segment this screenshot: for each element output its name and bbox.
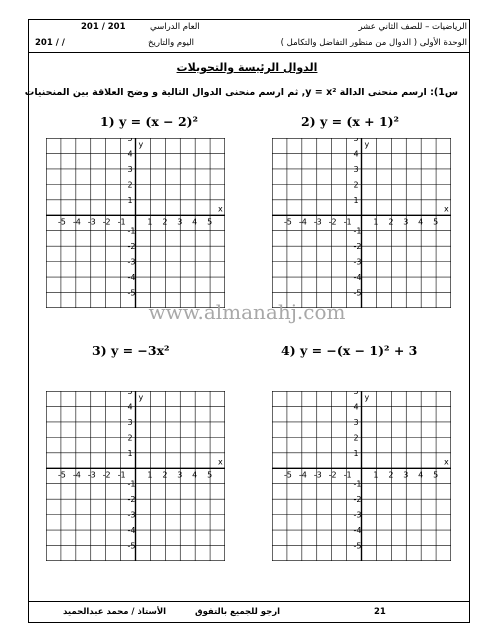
y-tick-label: -3 (353, 257, 362, 267)
x-axis-label: x (444, 457, 449, 467)
y-tick-label: -1 (353, 226, 362, 236)
y-tick-label: -1 (353, 479, 362, 489)
x-axis-label: x (218, 204, 223, 214)
y-tick-label: 2 (353, 433, 359, 443)
y-tick-label: 4 (127, 402, 133, 412)
grid-svg (272, 138, 451, 308)
y-axis-label: y (364, 140, 370, 149)
grid-svg (272, 391, 451, 561)
y-tick-label: 3 (127, 417, 133, 427)
x-tick-label: -5 (283, 217, 292, 227)
x-tick-label: 3 (403, 470, 409, 480)
x-tick-label: 1 (147, 217, 153, 227)
y-tick-label: 5 (127, 138, 133, 143)
x-tick-label: -4 (298, 217, 307, 227)
teacher-name: الأستاذ / محمد عبدالحميد (63, 607, 167, 617)
x-tick-label: 2 (162, 470, 168, 480)
x-tick-label: -4 (72, 217, 81, 227)
year-value: 201 / 201 (81, 22, 126, 32)
y-tick-label: -4 (127, 273, 136, 283)
year-label: العام الدراسي (150, 22, 200, 32)
x-tick-label: -1 (117, 470, 126, 480)
page-title (0, 61, 494, 74)
x-tick-label: 1 (373, 470, 379, 480)
x-tick-label: -3 (313, 470, 322, 480)
x-tick-label: 5 (433, 470, 439, 480)
y-tick-label: 3 (353, 164, 359, 174)
y-tick-label: -4 (127, 526, 136, 536)
x-tick-label: -3 (87, 217, 96, 227)
y-tick-label: -2 (353, 495, 362, 505)
x-tick-label: -2 (328, 470, 337, 480)
y-tick-label: 1 (353, 195, 359, 205)
y-tick-label: 2 (127, 180, 133, 190)
y-tick-label: 3 (127, 164, 133, 174)
y-tick-label: -3 (353, 510, 362, 520)
y-axis-label: y (364, 393, 370, 402)
x-tick-label: 1 (147, 470, 153, 480)
x-tick-label: 5 (207, 470, 213, 480)
x-tick-label: -1 (117, 217, 126, 227)
y-tick-label: -2 (353, 242, 362, 252)
x-tick-label: 5 (433, 217, 439, 227)
y-tick-label: -4 (353, 273, 362, 283)
x-tick-label: 2 (388, 470, 394, 480)
y-tick-label: -5 (353, 541, 362, 551)
x-tick-label: -1 (343, 470, 352, 480)
x-tick-label: -4 (72, 470, 81, 480)
y-axis-label: y (138, 140, 144, 149)
x-tick-label: -5 (57, 217, 66, 227)
x-tick-label: -1 (343, 217, 352, 227)
x-tick-label: 4 (192, 470, 198, 480)
y-tick-label: -2 (127, 242, 136, 252)
footer-divider (28, 601, 470, 602)
y-tick-label: -5 (127, 288, 136, 298)
y-tick-label: 1 (353, 448, 359, 458)
y-tick-label: -5 (127, 541, 136, 551)
date-label: اليوم والتاريخ (148, 38, 195, 48)
x-tick-label: 1 (373, 217, 379, 227)
x-tick-label: -2 (328, 217, 337, 227)
x-axis-label: x (218, 457, 223, 467)
x-tick-label: -5 (57, 470, 66, 480)
page-title-text: الدوال الرئيسة والتحويلات (176, 61, 318, 74)
x-tick-label: -3 (87, 470, 96, 480)
x-tick-label: 3 (403, 217, 409, 227)
subject-label: الرياضيات – للصف الثاني عشر (358, 22, 467, 32)
x-tick-label: 2 (388, 217, 394, 227)
y-tick-label: -3 (127, 510, 136, 520)
graph-4 (272, 391, 451, 561)
equation-2: 2) y = (x + 1)² (301, 114, 400, 129)
y-tick-label: -1 (127, 479, 136, 489)
watermark: www.almanahj.com (148, 300, 346, 324)
page-number: 21 (374, 607, 386, 617)
y-tick-label: 3 (353, 417, 359, 427)
graph-2 (272, 138, 451, 308)
header-divider (28, 52, 470, 53)
y-tick-label: 4 (353, 149, 359, 159)
equation-4: 4) y = −(x − 1)² + 3 (281, 343, 418, 358)
x-axis-label: x (444, 204, 449, 214)
x-tick-label: -2 (102, 470, 111, 480)
y-tick-label: -2 (127, 495, 136, 505)
x-tick-label: -4 (298, 470, 307, 480)
y-axis-label: y (138, 393, 144, 402)
unit-label: الوحدة الأولى ( الدوال من منظور التفاضل والتكامل ) (280, 38, 467, 48)
y-tick-label: 4 (127, 149, 133, 159)
equation-3: 3) y = −3x² (92, 343, 170, 358)
x-tick-label: -3 (313, 217, 322, 227)
grid-svg (46, 138, 225, 308)
footer-wish: ارجو للجميع بالتفوق (195, 607, 281, 617)
y-tick-label: -5 (353, 288, 362, 298)
x-tick-label: 4 (418, 217, 424, 227)
y-tick-label: 5 (353, 138, 359, 143)
x-tick-label: -2 (102, 217, 111, 227)
y-tick-label: -4 (353, 526, 362, 536)
graph-1 (46, 138, 225, 308)
x-tick-label: 3 (177, 470, 183, 480)
y-tick-label: -3 (127, 257, 136, 267)
date-value: 201 / / (35, 38, 65, 48)
x-tick-label: 5 (207, 217, 213, 227)
question-text: ارسم منحنى الدالة y = x², ثم ارسم منحنى الدوال التالية و وضح العلاقة بين المنحنيات (24, 87, 427, 98)
x-tick-label: -5 (283, 470, 292, 480)
y-tick-label: 2 (353, 180, 359, 190)
y-tick-label: 5 (127, 391, 133, 396)
equation-1: 1) y = (x − 2)² (100, 114, 199, 129)
y-tick-label: 2 (127, 433, 133, 443)
x-tick-label: 3 (177, 217, 183, 227)
x-tick-label: 4 (192, 217, 198, 227)
y-tick-label: 4 (353, 402, 359, 412)
y-tick-label: -1 (127, 226, 136, 236)
y-tick-label: 1 (127, 195, 133, 205)
x-tick-label: 2 (162, 217, 168, 227)
y-tick-label: 5 (353, 391, 359, 396)
x-tick-label: 4 (418, 470, 424, 480)
graph-3 (46, 391, 225, 561)
y-tick-label: 1 (127, 448, 133, 458)
question-number: س1): (430, 87, 458, 98)
question (25, 87, 458, 98)
grid-svg (46, 391, 225, 561)
